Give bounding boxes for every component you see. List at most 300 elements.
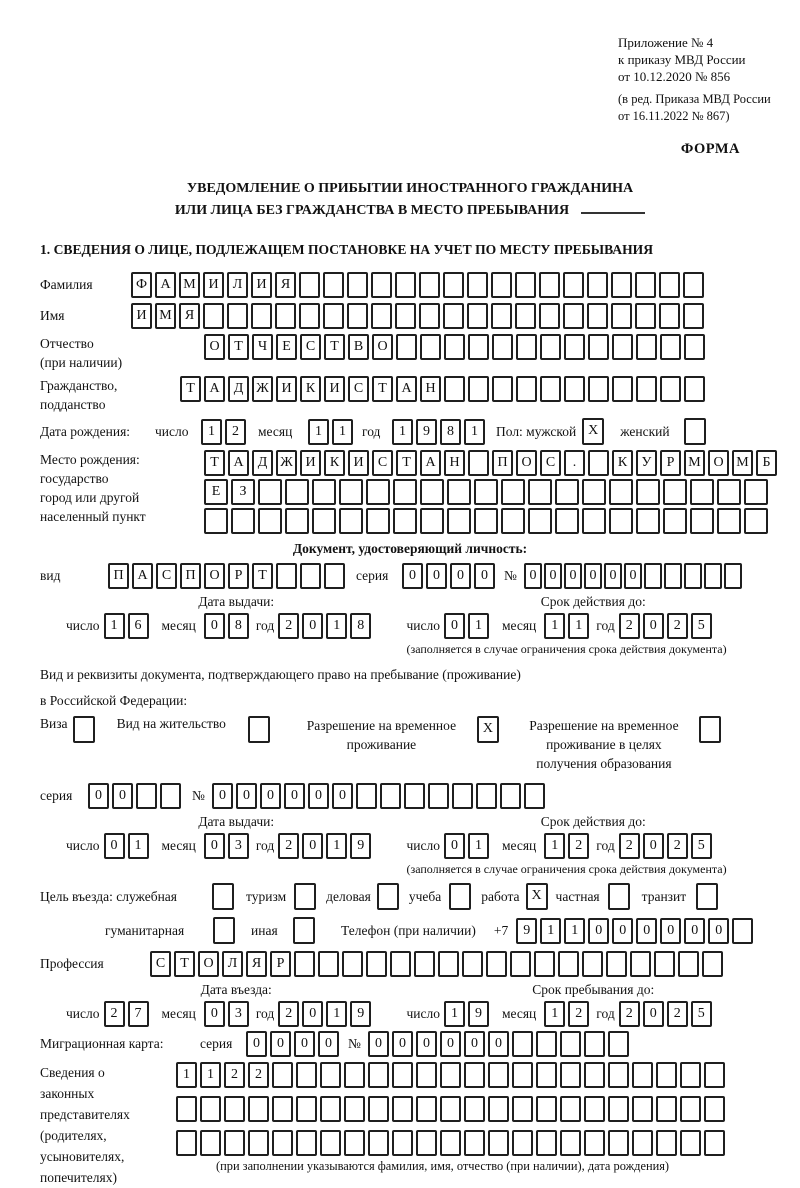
char-cell[interactable]: 0 bbox=[204, 833, 225, 859]
char-cell[interactable]: 0 bbox=[584, 563, 602, 589]
char-cell[interactable] bbox=[491, 272, 512, 298]
char-cell[interactable]: А bbox=[396, 376, 417, 402]
char-cell[interactable] bbox=[203, 303, 224, 329]
char-cell[interactable]: 2 bbox=[278, 1001, 299, 1027]
char-cell[interactable] bbox=[231, 508, 255, 534]
char-cell[interactable] bbox=[492, 376, 513, 402]
char-cell[interactable] bbox=[464, 1096, 485, 1122]
char-cell[interactable] bbox=[393, 479, 417, 505]
char-cell[interactable]: 5 bbox=[691, 833, 712, 859]
char-cell[interactable]: 0 bbox=[284, 783, 305, 809]
char-cell[interactable]: 0 bbox=[236, 783, 257, 809]
char-cell[interactable] bbox=[272, 1096, 293, 1122]
char-cell[interactable] bbox=[224, 1096, 245, 1122]
char-cell[interactable]: С bbox=[300, 334, 321, 360]
char-cell[interactable]: Т bbox=[372, 376, 393, 402]
char-cell[interactable] bbox=[467, 303, 488, 329]
char-cell[interactable] bbox=[512, 1096, 533, 1122]
purpose-work-checkbox[interactable]: X bbox=[526, 883, 548, 910]
char-cell[interactable] bbox=[684, 334, 705, 360]
char-cell[interactable] bbox=[564, 376, 585, 402]
char-cell[interactable]: 8 bbox=[440, 419, 461, 445]
char-cell[interactable] bbox=[299, 272, 320, 298]
char-cell[interactable]: И bbox=[324, 376, 345, 402]
char-cell[interactable] bbox=[608, 1062, 629, 1088]
char-cell[interactable] bbox=[443, 272, 464, 298]
char-cell[interactable] bbox=[744, 479, 768, 505]
char-cell[interactable] bbox=[584, 1130, 605, 1156]
char-cell[interactable]: Н bbox=[444, 450, 465, 476]
char-cell[interactable] bbox=[663, 479, 687, 505]
char-cell[interactable] bbox=[356, 783, 377, 809]
char-cell[interactable]: Б bbox=[756, 450, 777, 476]
char-cell[interactable] bbox=[609, 479, 633, 505]
char-cell[interactable]: 0 bbox=[450, 563, 471, 589]
char-cell[interactable] bbox=[609, 508, 633, 534]
char-cell[interactable] bbox=[416, 1062, 437, 1088]
char-cell[interactable] bbox=[683, 272, 704, 298]
char-cell[interactable] bbox=[444, 334, 465, 360]
purpose-official-checkbox[interactable] bbox=[212, 883, 234, 910]
char-cell[interactable] bbox=[704, 563, 722, 589]
char-cell[interactable] bbox=[474, 479, 498, 505]
char-cell[interactable]: Р bbox=[270, 951, 291, 977]
char-cell[interactable]: 0 bbox=[302, 613, 323, 639]
sex-male-checkbox[interactable]: X bbox=[582, 418, 604, 445]
char-cell[interactable]: 0 bbox=[488, 1031, 509, 1057]
char-cell[interactable] bbox=[299, 303, 320, 329]
char-cell[interactable] bbox=[690, 479, 714, 505]
char-cell[interactable]: 1 bbox=[544, 1001, 565, 1027]
purpose-study-checkbox[interactable] bbox=[449, 883, 471, 910]
char-cell[interactable] bbox=[704, 1096, 725, 1122]
char-cell[interactable] bbox=[528, 479, 552, 505]
char-cell[interactable] bbox=[540, 376, 561, 402]
char-cell[interactable]: О bbox=[708, 450, 729, 476]
char-cell[interactable] bbox=[524, 783, 545, 809]
char-cell[interactable] bbox=[584, 1096, 605, 1122]
char-cell[interactable] bbox=[680, 1130, 701, 1156]
char-cell[interactable] bbox=[540, 334, 561, 360]
char-cell[interactable]: 0 bbox=[636, 918, 657, 944]
char-cell[interactable]: А bbox=[228, 450, 249, 476]
char-cell[interactable]: С bbox=[150, 951, 171, 977]
char-cell[interactable]: 1 bbox=[308, 419, 329, 445]
char-cell[interactable]: М bbox=[179, 272, 200, 298]
char-cell[interactable] bbox=[539, 272, 560, 298]
char-cell[interactable] bbox=[312, 508, 336, 534]
char-cell[interactable] bbox=[536, 1096, 557, 1122]
visa-checkbox[interactable] bbox=[73, 716, 95, 743]
char-cell[interactable]: 0 bbox=[402, 563, 423, 589]
char-cell[interactable] bbox=[660, 376, 681, 402]
char-cell[interactable]: А bbox=[420, 450, 441, 476]
char-cell[interactable]: 0 bbox=[474, 563, 495, 589]
char-cell[interactable] bbox=[632, 1062, 653, 1088]
purpose-transit-checkbox[interactable] bbox=[696, 883, 718, 910]
char-cell[interactable] bbox=[366, 951, 387, 977]
char-cell[interactable] bbox=[656, 1062, 677, 1088]
char-cell[interactable]: 0 bbox=[308, 783, 329, 809]
char-cell[interactable]: С bbox=[156, 563, 177, 589]
char-cell[interactable]: 1 bbox=[568, 613, 589, 639]
char-cell[interactable] bbox=[296, 1096, 317, 1122]
char-cell[interactable] bbox=[414, 951, 435, 977]
char-cell[interactable]: 0 bbox=[332, 783, 353, 809]
char-cell[interactable] bbox=[366, 508, 390, 534]
char-cell[interactable] bbox=[560, 1062, 581, 1088]
char-cell[interactable]: Т bbox=[252, 563, 273, 589]
char-cell[interactable] bbox=[420, 479, 444, 505]
char-cell[interactable]: 8 bbox=[350, 613, 371, 639]
char-cell[interactable]: 2 bbox=[619, 613, 640, 639]
char-cell[interactable] bbox=[438, 951, 459, 977]
char-cell[interactable] bbox=[200, 1096, 221, 1122]
char-cell[interactable]: 5 bbox=[691, 613, 712, 639]
char-cell[interactable] bbox=[323, 272, 344, 298]
char-cell[interactable]: 0 bbox=[426, 563, 447, 589]
char-cell[interactable] bbox=[690, 508, 714, 534]
char-cell[interactable] bbox=[339, 508, 363, 534]
char-cell[interactable]: 0 bbox=[544, 563, 562, 589]
char-cell[interactable] bbox=[462, 951, 483, 977]
char-cell[interactable]: О bbox=[204, 334, 225, 360]
char-cell[interactable] bbox=[683, 303, 704, 329]
char-cell[interactable]: М bbox=[684, 450, 705, 476]
char-cell[interactable]: Д bbox=[252, 450, 273, 476]
char-cell[interactable] bbox=[659, 303, 680, 329]
char-cell[interactable] bbox=[395, 303, 416, 329]
char-cell[interactable] bbox=[342, 951, 363, 977]
char-cell[interactable] bbox=[654, 951, 675, 977]
char-cell[interactable]: Я bbox=[246, 951, 267, 977]
char-cell[interactable]: Д bbox=[228, 376, 249, 402]
char-cell[interactable]: К bbox=[324, 450, 345, 476]
char-cell[interactable] bbox=[285, 479, 309, 505]
char-cell[interactable] bbox=[296, 1130, 317, 1156]
char-cell[interactable]: И bbox=[300, 450, 321, 476]
char-cell[interactable] bbox=[515, 272, 536, 298]
char-cell[interactable]: 2 bbox=[568, 1001, 589, 1027]
char-cell[interactable] bbox=[582, 508, 606, 534]
char-cell[interactable]: 5 bbox=[691, 1001, 712, 1027]
char-cell[interactable]: Я bbox=[275, 272, 296, 298]
char-cell[interactable] bbox=[323, 303, 344, 329]
char-cell[interactable]: 0 bbox=[444, 833, 465, 859]
char-cell[interactable]: 0 bbox=[643, 833, 664, 859]
char-cell[interactable]: 2 bbox=[278, 833, 299, 859]
residence-permit-checkbox[interactable] bbox=[248, 716, 270, 743]
char-cell[interactable]: 0 bbox=[204, 613, 225, 639]
char-cell[interactable]: 2 bbox=[619, 833, 640, 859]
char-cell[interactable] bbox=[656, 1130, 677, 1156]
char-cell[interactable]: А bbox=[132, 563, 153, 589]
char-cell[interactable]: 1 bbox=[176, 1062, 197, 1088]
char-cell[interactable]: Н bbox=[420, 376, 441, 402]
char-cell[interactable] bbox=[612, 376, 633, 402]
char-cell[interactable] bbox=[732, 918, 753, 944]
char-cell[interactable] bbox=[659, 272, 680, 298]
char-cell[interactable] bbox=[588, 376, 609, 402]
char-cell[interactable]: О bbox=[516, 450, 537, 476]
char-cell[interactable]: В bbox=[348, 334, 369, 360]
char-cell[interactable] bbox=[704, 1130, 725, 1156]
char-cell[interactable] bbox=[660, 334, 681, 360]
char-cell[interactable] bbox=[443, 303, 464, 329]
char-cell[interactable] bbox=[702, 951, 723, 977]
char-cell[interactable] bbox=[464, 1062, 485, 1088]
char-cell[interactable] bbox=[467, 272, 488, 298]
char-cell[interactable] bbox=[500, 783, 521, 809]
char-cell[interactable] bbox=[248, 1096, 269, 1122]
char-cell[interactable]: 0 bbox=[392, 1031, 413, 1057]
char-cell[interactable] bbox=[396, 334, 417, 360]
char-cell[interactable]: . bbox=[564, 450, 585, 476]
char-cell[interactable] bbox=[717, 508, 741, 534]
char-cell[interactable] bbox=[608, 1130, 629, 1156]
char-cell[interactable] bbox=[224, 1130, 245, 1156]
char-cell[interactable] bbox=[516, 334, 537, 360]
char-cell[interactable]: 0 bbox=[302, 1001, 323, 1027]
char-cell[interactable] bbox=[368, 1062, 389, 1088]
char-cell[interactable]: 0 bbox=[564, 563, 582, 589]
char-cell[interactable] bbox=[294, 951, 315, 977]
char-cell[interactable]: 0 bbox=[444, 613, 465, 639]
char-cell[interactable]: С bbox=[372, 450, 393, 476]
char-cell[interactable] bbox=[447, 508, 471, 534]
char-cell[interactable]: М bbox=[732, 450, 753, 476]
char-cell[interactable] bbox=[587, 272, 608, 298]
char-cell[interactable] bbox=[510, 951, 531, 977]
char-cell[interactable] bbox=[300, 563, 321, 589]
char-cell[interactable] bbox=[339, 479, 363, 505]
char-cell[interactable]: 0 bbox=[302, 833, 323, 859]
char-cell[interactable] bbox=[392, 1130, 413, 1156]
char-cell[interactable] bbox=[444, 376, 465, 402]
char-cell[interactable]: 2 bbox=[619, 1001, 640, 1027]
char-cell[interactable]: А bbox=[155, 272, 176, 298]
char-cell[interactable] bbox=[447, 479, 471, 505]
char-cell[interactable] bbox=[717, 479, 741, 505]
char-cell[interactable] bbox=[440, 1062, 461, 1088]
char-cell[interactable] bbox=[318, 951, 339, 977]
char-cell[interactable] bbox=[347, 303, 368, 329]
char-cell[interactable]: 8 bbox=[228, 613, 249, 639]
char-cell[interactable] bbox=[704, 1062, 725, 1088]
char-cell[interactable]: Р bbox=[660, 450, 681, 476]
char-cell[interactable]: 0 bbox=[260, 783, 281, 809]
char-cell[interactable]: 2 bbox=[104, 1001, 125, 1027]
char-cell[interactable]: 9 bbox=[350, 833, 371, 859]
char-cell[interactable]: 0 bbox=[246, 1031, 267, 1057]
purpose-business-checkbox[interactable] bbox=[377, 883, 399, 910]
char-cell[interactable] bbox=[636, 334, 657, 360]
char-cell[interactable] bbox=[501, 479, 525, 505]
char-cell[interactable] bbox=[420, 334, 441, 360]
char-cell[interactable] bbox=[536, 1062, 557, 1088]
char-cell[interactable]: Е bbox=[276, 334, 297, 360]
char-cell[interactable] bbox=[368, 1130, 389, 1156]
char-cell[interactable]: Л bbox=[227, 272, 248, 298]
purpose-humanitarian-checkbox[interactable] bbox=[213, 917, 235, 944]
char-cell[interactable] bbox=[680, 1096, 701, 1122]
char-cell[interactable] bbox=[630, 951, 651, 977]
char-cell[interactable] bbox=[285, 508, 309, 534]
char-cell[interactable] bbox=[656, 1096, 677, 1122]
char-cell[interactable] bbox=[392, 1096, 413, 1122]
char-cell[interactable]: М bbox=[155, 303, 176, 329]
char-cell[interactable] bbox=[582, 951, 603, 977]
char-cell[interactable]: Р bbox=[228, 563, 249, 589]
char-cell[interactable]: 9 bbox=[516, 918, 537, 944]
char-cell[interactable] bbox=[272, 1130, 293, 1156]
char-cell[interactable] bbox=[539, 303, 560, 329]
char-cell[interactable]: 0 bbox=[88, 783, 109, 809]
char-cell[interactable] bbox=[176, 1096, 197, 1122]
char-cell[interactable]: 9 bbox=[416, 419, 437, 445]
char-cell[interactable]: Ч bbox=[252, 334, 273, 360]
purpose-other-checkbox[interactable] bbox=[293, 917, 315, 944]
char-cell[interactable] bbox=[636, 376, 657, 402]
char-cell[interactable]: И bbox=[131, 303, 152, 329]
char-cell[interactable]: 0 bbox=[204, 1001, 225, 1027]
char-cell[interactable] bbox=[536, 1031, 557, 1057]
char-cell[interactable]: 1 bbox=[564, 918, 585, 944]
char-cell[interactable]: И bbox=[251, 272, 272, 298]
char-cell[interactable]: Т bbox=[204, 450, 225, 476]
char-cell[interactable]: 2 bbox=[568, 833, 589, 859]
char-cell[interactable]: 6 bbox=[128, 613, 149, 639]
char-cell[interactable]: 2 bbox=[248, 1062, 269, 1088]
char-cell[interactable] bbox=[636, 508, 660, 534]
char-cell[interactable] bbox=[380, 783, 401, 809]
char-cell[interactable]: Т bbox=[324, 334, 345, 360]
char-cell[interactable] bbox=[563, 272, 584, 298]
char-cell[interactable]: 1 bbox=[200, 1062, 221, 1088]
char-cell[interactable]: И bbox=[203, 272, 224, 298]
char-cell[interactable] bbox=[395, 272, 416, 298]
char-cell[interactable]: 3 bbox=[228, 833, 249, 859]
char-cell[interactable] bbox=[320, 1096, 341, 1122]
char-cell[interactable] bbox=[272, 1062, 293, 1088]
char-cell[interactable] bbox=[393, 508, 417, 534]
char-cell[interactable]: 0 bbox=[416, 1031, 437, 1057]
char-cell[interactable]: 9 bbox=[468, 1001, 489, 1027]
char-cell[interactable] bbox=[392, 1062, 413, 1088]
char-cell[interactable]: С bbox=[540, 450, 561, 476]
char-cell[interactable]: А bbox=[204, 376, 225, 402]
char-cell[interactable]: 0 bbox=[604, 563, 622, 589]
char-cell[interactable] bbox=[636, 479, 660, 505]
char-cell[interactable] bbox=[608, 1096, 629, 1122]
purpose-private-checkbox[interactable] bbox=[608, 883, 630, 910]
char-cell[interactable] bbox=[344, 1062, 365, 1088]
char-cell[interactable] bbox=[476, 783, 497, 809]
char-cell[interactable]: 0 bbox=[294, 1031, 315, 1057]
char-cell[interactable] bbox=[227, 303, 248, 329]
char-cell[interactable]: Т bbox=[180, 376, 201, 402]
char-cell[interactable]: 1 bbox=[128, 833, 149, 859]
char-cell[interactable]: 0 bbox=[524, 563, 542, 589]
char-cell[interactable]: О bbox=[372, 334, 393, 360]
char-cell[interactable]: 1 bbox=[326, 1001, 347, 1027]
char-cell[interactable]: 2 bbox=[667, 613, 688, 639]
char-cell[interactable]: 1 bbox=[326, 833, 347, 859]
char-cell[interactable] bbox=[390, 951, 411, 977]
char-cell[interactable]: 1 bbox=[468, 833, 489, 859]
char-cell[interactable]: 0 bbox=[270, 1031, 291, 1057]
char-cell[interactable]: 1 bbox=[544, 613, 565, 639]
char-cell[interactable] bbox=[564, 334, 585, 360]
char-cell[interactable]: С bbox=[348, 376, 369, 402]
char-cell[interactable] bbox=[347, 272, 368, 298]
char-cell[interactable] bbox=[680, 1062, 701, 1088]
char-cell[interactable] bbox=[204, 508, 228, 534]
char-cell[interactable] bbox=[612, 334, 633, 360]
char-cell[interactable] bbox=[560, 1096, 581, 1122]
char-cell[interactable]: 0 bbox=[212, 783, 233, 809]
char-cell[interactable]: П bbox=[492, 450, 513, 476]
char-cell[interactable]: 0 bbox=[624, 563, 642, 589]
char-cell[interactable] bbox=[258, 479, 282, 505]
char-cell[interactable] bbox=[560, 1130, 581, 1156]
char-cell[interactable]: О bbox=[204, 563, 225, 589]
char-cell[interactable] bbox=[492, 334, 513, 360]
char-cell[interactable] bbox=[416, 1130, 437, 1156]
char-cell[interactable]: Т bbox=[228, 334, 249, 360]
char-cell[interactable]: 0 bbox=[612, 918, 633, 944]
char-cell[interactable] bbox=[516, 376, 537, 402]
char-cell[interactable]: 0 bbox=[112, 783, 133, 809]
purpose-tourism-checkbox[interactable] bbox=[294, 883, 316, 910]
char-cell[interactable] bbox=[464, 1130, 485, 1156]
char-cell[interactable] bbox=[632, 1096, 653, 1122]
char-cell[interactable] bbox=[608, 1031, 629, 1057]
char-cell[interactable] bbox=[664, 563, 682, 589]
char-cell[interactable] bbox=[534, 951, 555, 977]
char-cell[interactable] bbox=[663, 508, 687, 534]
char-cell[interactable]: 1 bbox=[392, 419, 413, 445]
char-cell[interactable]: 0 bbox=[318, 1031, 339, 1057]
char-cell[interactable]: И bbox=[276, 376, 297, 402]
char-cell[interactable] bbox=[452, 783, 473, 809]
char-cell[interactable] bbox=[744, 508, 768, 534]
char-cell[interactable] bbox=[440, 1096, 461, 1122]
char-cell[interactable]: К bbox=[300, 376, 321, 402]
char-cell[interactable] bbox=[606, 951, 627, 977]
char-cell[interactable]: О bbox=[198, 951, 219, 977]
char-cell[interactable]: 1 bbox=[444, 1001, 465, 1027]
char-cell[interactable]: 0 bbox=[104, 833, 125, 859]
char-cell[interactable] bbox=[588, 334, 609, 360]
char-cell[interactable]: 2 bbox=[224, 1062, 245, 1088]
char-cell[interactable] bbox=[555, 508, 579, 534]
char-cell[interactable] bbox=[275, 303, 296, 329]
char-cell[interactable] bbox=[635, 272, 656, 298]
char-cell[interactable] bbox=[428, 783, 449, 809]
char-cell[interactable]: 3 bbox=[228, 1001, 249, 1027]
temp-permit-edu-checkbox[interactable] bbox=[699, 716, 721, 743]
char-cell[interactable] bbox=[512, 1130, 533, 1156]
char-cell[interactable] bbox=[368, 1096, 389, 1122]
char-cell[interactable] bbox=[371, 303, 392, 329]
char-cell[interactable] bbox=[584, 1031, 605, 1057]
char-cell[interactable] bbox=[276, 563, 297, 589]
char-cell[interactable] bbox=[611, 303, 632, 329]
char-cell[interactable] bbox=[486, 951, 507, 977]
char-cell[interactable] bbox=[528, 508, 552, 534]
char-cell[interactable]: 1 bbox=[464, 419, 485, 445]
